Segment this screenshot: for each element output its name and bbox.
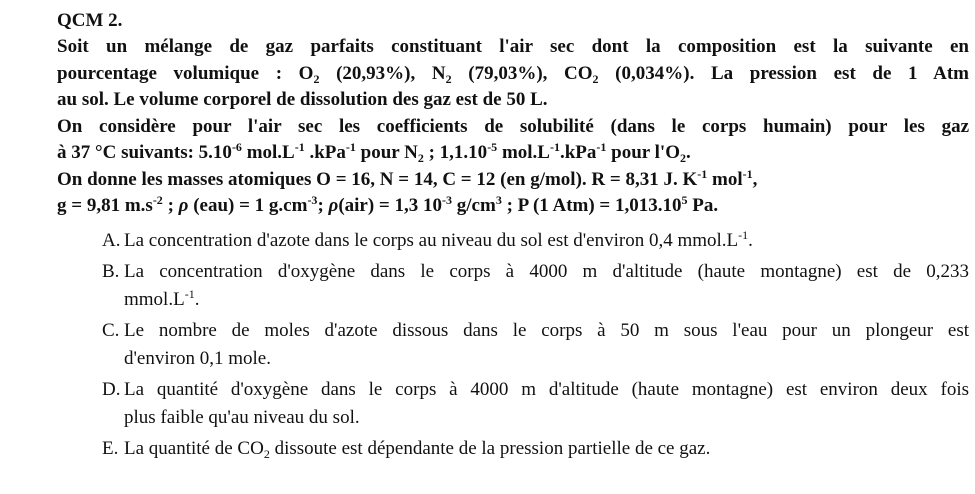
option-a-text: La concentration d'azote dans le corps au niveau du sol est d'environ 0,4 $mmol.L^{-1}$. (124, 227, 753, 251)
option-d[interactable] (102, 376, 969, 432)
stem-line-1: Soit un mélange de gaz parfaits constituant l'air sec dont la composition est la suivante en (57, 36, 969, 57)
option-e[interactable] (102, 435, 969, 463)
option-b-text-line-1: La concentration d'oxygène dans le corps à 4000 m d'altitude (haute montagne) est de 0,233 (124, 260, 969, 282)
option-c-text-line-1: Le nombre de moles d'azote dissous dans le corps à 50 m sous l'eau pour un plongeur est (124, 319, 969, 341)
answer-options (102, 227, 969, 463)
stem-line-5: à 37 °C suivants: $5.10^{-6}$ $mol.L^{-1}$ .kPa$^{-1}$ pour $N_2$ ; $1,1.10^{-5}$ $mol.L^{-1}.kPa^{-1}$ pour $l'O_2$. (57, 140, 691, 165)
option-b-text-line-2: $mmol.L^{-1}$. (124, 286, 200, 310)
stem-line-6: On donne les masses atomiques O = 16, N = 14, C = 12 (en g/mol). R = 8,31 J. $K^{-1}$ mol$^{-1}$, (57, 166, 758, 190)
option-a-letter: A. (102, 229, 121, 251)
option-c-letter: C. (102, 319, 120, 341)
option-d-letter: D. (102, 378, 121, 400)
option-d-text-line-2: plus faible qu'au niveau du sol. (124, 406, 360, 428)
option-b-letter: B. (102, 260, 120, 282)
option-b[interactable] (102, 258, 969, 314)
option-c[interactable] (102, 317, 969, 373)
stem-line-4: On considère pour l'air sec les coefficients de solubilité (dans le corps humain) pour les gaz (57, 115, 969, 137)
stem-line-7: g = 9,81 $m.s^{-2}$ ; ρ (eau) = 1 $g.cm^{-3}$; ρ(air) = 1,3 $10^{-3}$ $g/cm^3$ ; P (1 $Atm) = 1,013.10^5$ Pa. (57, 193, 719, 216)
stem-line-2: pourcentage volumique : $O_2$ (20,93%), $N_2$ (79,03%), $CO_2$ (0,034%). La pression est de 1 Atm (57, 62, 969, 86)
option-e-text: La quantité de $CO_2$ dissoute est dépendante de la pression partielle de ce gaz. (124, 437, 711, 461)
option-d-text-line-1: La quantité d'oxygène dans le corps à 4000 m d'altitude (haute montagne) est environ deux fois (124, 378, 969, 400)
question-title: QCM 2. (57, 10, 123, 31)
option-e-letter: E. (102, 437, 119, 459)
qcm-document (57, 8, 969, 466)
question-stem (57, 34, 969, 220)
option-c-text-line-2: d'environ 0,1 mole. (124, 347, 271, 369)
option-a[interactable] (102, 227, 969, 255)
stem-line-3: au sol. Le volume corporel de dissolution des gaz est de 50 L. (57, 89, 548, 110)
